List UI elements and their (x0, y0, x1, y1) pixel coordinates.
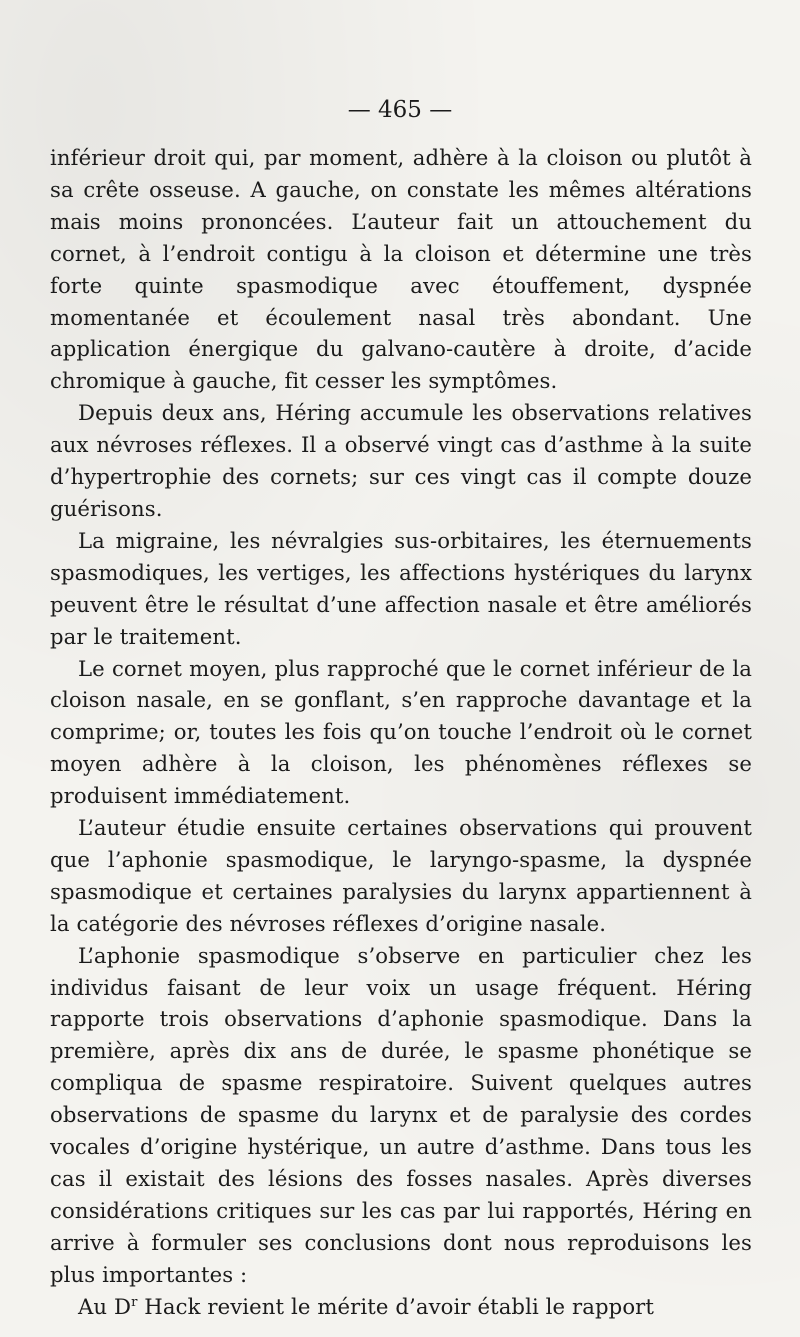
paragraph-7-superscript: r (131, 1294, 138, 1310)
page-number: — 465 — (347, 97, 453, 123)
paragraph-7 (50, 1291, 752, 1323)
paragraph-7-prefix: Au D (78, 1293, 132, 1319)
paragraph-1: inférieur droit qui, par moment, adhère à la cloison ou plutôt à sa crête osseuse. A gauche, on constate les mêmes altérations mais moins prononcées. L’auteur fait un attouchement du cornet, à l’endroit contigu à la cloison et détermine une très forte quinte spasmodique avec étouffement, dyspnée momentanée et écoulement nasal très abondant. Une application énergique du galvano-cautère à droite, d’acide chromique à gauche, fit cesser les symptômes. (50, 145, 752, 394)
paragraph-6: L’aphonie spasmodique s’observe en particulier chez les individus faisant de leur voix un usage fréquent. Héring rapporte trois observations d’aphonie spasmodique. Dans la première, après dix ans de durée, le spasme phonétique se compliqua de spasme respiratoire. Suivent quelques autres observations de spasme du larynx et de paralysie des cordes vocales d’origine hystérique, un autre d’asthme. Dans tous les cas il existait des lésions des fosses nasales. Après diverses considérations critiques sur les cas par lui rapportés, Héring en arrive à formuler ses conclusions dont nous reproduisons les plus importantes : (50, 942, 752, 1287)
body-text (50, 142, 752, 1323)
paragraph-3: La migraine, les névralgies sus-orbitaires, les éternuements spasmodiques, les vertiges, les affections hystériques du larynx peuvent être le résultat d’une affection nasale et être améliorés par le traitement. (50, 527, 752, 649)
paragraph-5: L’auteur étudie ensuite certaines observations qui prouvent que l’aphonie spasmodique, le laryngo-spasme, la dyspnée spasmodique et certaines paralysies du larynx appartiennent à la catégorie des névroses réflexes d’origine nasale. (50, 815, 752, 936)
paragraph-2: Depuis deux ans, Héring accumule les observations relatives aux névroses réflexes. Il a observé vingt cas d’asthme à la suite d’hypertrophie des cornets; sur ces vingt cas il compte douze guérisons. (50, 400, 752, 521)
paragraph-7-text: Hack revient le mérite d’avoir établi le rapport (137, 1293, 655, 1319)
paragraph-4: Le cornet moyen, plus rapproché que le cornet inférieur de la cloison nasale, en se gonflant, s’en rapproche davantage et la comprime; or, toutes les fois qu’on touche l’endroit où le cornet moyen adhère à la cloison, les phénomènes réflexes se produisent immédiatement. (50, 655, 752, 809)
